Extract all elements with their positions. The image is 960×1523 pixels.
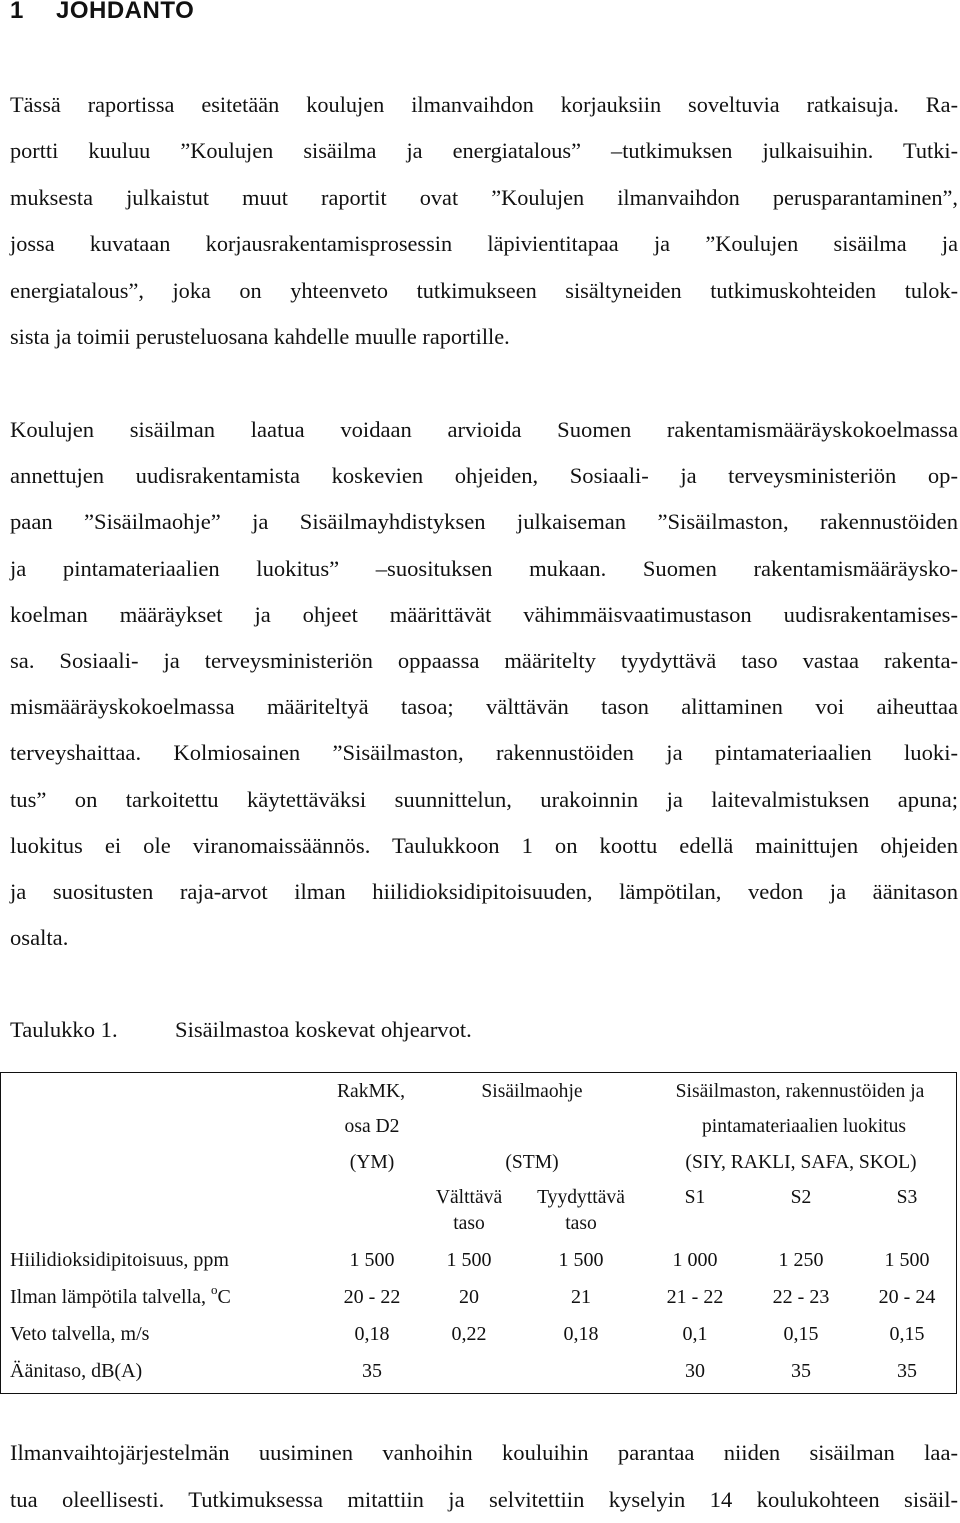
text-line: ja suositusten raja-arvot ilman hiilidioksidipitoisuuden, lämpötilan, vedon ja äänitason bbox=[10, 869, 958, 915]
text-line: ja pintamateriaalien luokitus” –suosituksen mukaan. Suomen rakentamismääräysko- bbox=[10, 546, 958, 592]
text-line: osalta. bbox=[10, 915, 958, 961]
cell-valttava: 1 500 bbox=[447, 1249, 492, 1271]
text-line: terveyshaittaa. Kolmiosainen ”Sisäilmaston, rakennustöiden ja pintamateriaalien luoki- bbox=[10, 730, 958, 776]
cell-s1: 30 bbox=[685, 1360, 705, 1382]
header-s3: S3 bbox=[897, 1187, 918, 1209]
paragraph-intro bbox=[10, 82, 958, 360]
text-line: jossa kuvataan korjausrakentamisprosessin läpivientitapaa ja ”Koulujen sisäilma ja bbox=[10, 221, 958, 267]
paragraph-guidelines bbox=[10, 407, 958, 961]
header-s1: S1 bbox=[685, 1187, 706, 1209]
text-line: luokitus ei ole viranomaissäännös. Taulukkoon 1 on koottu edellä mainittujen ohjeiden bbox=[10, 823, 958, 869]
header-valttava-line: taso bbox=[453, 1213, 485, 1235]
cell-s3: 0,15 bbox=[890, 1323, 925, 1345]
row-label: Äänitaso, dB(A) bbox=[10, 1360, 142, 1382]
section-number: 1 bbox=[10, 0, 56, 25]
row-label: Hiilidioksidipitoisuus, ppm bbox=[10, 1249, 229, 1271]
section-title: JOHDANTO bbox=[56, 0, 194, 24]
row-label-unit: C bbox=[218, 1286, 231, 1308]
table-caption-text: Sisäilmastoa koskevat ohjearvot. bbox=[175, 1017, 472, 1042]
cell-rakmk: 35 bbox=[362, 1360, 382, 1382]
text-line: Ilmanvaihtojärjestelmän uusiminen vanhoihin kouluihin parantaa niiden sisäilman laa- bbox=[10, 1430, 958, 1477]
text-line: paan ”Sisäilmaohje” ja Sisäilmayhdistyksen julkaiseman ”Sisäilmaston, rakennustöiden bbox=[10, 499, 958, 545]
text-line: koelman määräykset ja ohjeet määrittävät vähimmäisvaatimustason uudisrakentamises- bbox=[10, 592, 958, 638]
header-s2: S2 bbox=[791, 1187, 812, 1209]
text-line: annettujen uudisrakentamista koskevien ohjeiden, Sosiaali- ja terveysministeriön op- bbox=[10, 453, 958, 499]
cell-s2: 35 bbox=[791, 1360, 811, 1382]
text-line: portti kuuluu ”Koulujen sisäilma ja energiatalous” –tutkimuksen julkaisuihin. Tutki- bbox=[10, 128, 958, 174]
header-siy-line: pintamateriaalien luokitus bbox=[702, 1116, 906, 1138]
header-stm-line: Sisäilmaohje bbox=[481, 1081, 582, 1103]
cell-valttava: 0,22 bbox=[452, 1323, 487, 1345]
header-stm-line: (STM) bbox=[505, 1152, 558, 1174]
header-siy-line: Sisäilmaston, rakennustöiden ja bbox=[676, 1081, 925, 1103]
row-label-text: Ilman lämpötila talvella, bbox=[10, 1286, 206, 1308]
cell-rakmk: 20 - 22 bbox=[344, 1286, 401, 1308]
header-tyydyttava-line: Tyydyttävä bbox=[537, 1187, 625, 1209]
header-siy-line: (SIY, RAKLI, SAFA, SKOL) bbox=[685, 1152, 916, 1174]
text-line: muksesta julkaistut muut raportit ovat ”Koulujen ilmanvaihdon perusparantaminen”, bbox=[10, 175, 958, 221]
cell-s2: 0,15 bbox=[784, 1323, 819, 1345]
cell-tyydyttava: 0,18 bbox=[564, 1323, 599, 1345]
cell-s1: 21 - 22 bbox=[667, 1286, 724, 1308]
cell-rakmk: 0,18 bbox=[355, 1323, 390, 1345]
header-rakmk-line: RakMK, bbox=[337, 1081, 405, 1103]
cell-s2: 22 - 23 bbox=[773, 1286, 830, 1308]
cell-s1: 0,1 bbox=[683, 1323, 708, 1345]
text-line: sista ja toimii perusteluosana kahdelle muulle raportille. bbox=[10, 314, 958, 360]
text-line: Tässä raportissa esitetään koulujen ilmanvaihdon korjauksiin soveltuvia ratkaisuja. Ra- bbox=[10, 82, 958, 128]
cell-rakmk: 1 500 bbox=[350, 1249, 395, 1271]
cell-tyydyttava: 1 500 bbox=[559, 1249, 604, 1271]
cell-s3: 1 500 bbox=[885, 1249, 930, 1271]
text-line: tua oleellisesti. Tutkimuksessa mitattiin ja selvitettiin kyselyin 14 koulukohteen sisäil- bbox=[10, 1477, 958, 1523]
guideline-table bbox=[0, 1072, 957, 1394]
table-caption-label: Taulukko 1. bbox=[10, 1010, 175, 1050]
row-label: Veto talvella, m/s bbox=[10, 1323, 149, 1345]
degree-sup: o bbox=[211, 1282, 218, 1297]
table-caption bbox=[10, 1010, 472, 1050]
section-heading bbox=[10, 0, 194, 25]
header-rakmk-line: osa D2 bbox=[345, 1116, 400, 1138]
cell-s2: 1 250 bbox=[779, 1249, 824, 1271]
cell-tyydyttava: 21 bbox=[571, 1286, 591, 1308]
header-valttava-line: Välttävä bbox=[436, 1187, 502, 1209]
paragraph-ventilation bbox=[10, 1430, 958, 1523]
cell-s1: 1 000 bbox=[673, 1249, 718, 1271]
cell-s3: 20 - 24 bbox=[879, 1286, 936, 1308]
text-line: tus” on tarkoitettu käytettäväksi suunnittelun, urakoinnin ja laitevalmistuksen apuna; bbox=[10, 777, 958, 823]
cell-s3: 35 bbox=[897, 1360, 917, 1382]
text-line: energiatalous”, joka on yhteenveto tutkimukseen sisältyneiden tutkimuskohteiden tulok- bbox=[10, 268, 958, 314]
text-line: mismääräyskokoelmassa määriteltyä tasoa; välttävän tason alittaminen voi aiheuttaa bbox=[10, 684, 958, 730]
text-line: sa. Sosiaali- ja terveysministeriön oppaassa määritelty tyydyttävä taso vastaa rakenta- bbox=[10, 638, 958, 684]
header-tyydyttava-line: taso bbox=[565, 1213, 597, 1235]
header-rakmk-line: (YM) bbox=[350, 1152, 395, 1174]
row-label bbox=[10, 1286, 231, 1308]
cell-valttava: 20 bbox=[459, 1286, 479, 1308]
text-line: Koulujen sisäilman laatua voidaan arvioida Suomen rakentamismääräyskokoelmassa bbox=[10, 407, 958, 453]
